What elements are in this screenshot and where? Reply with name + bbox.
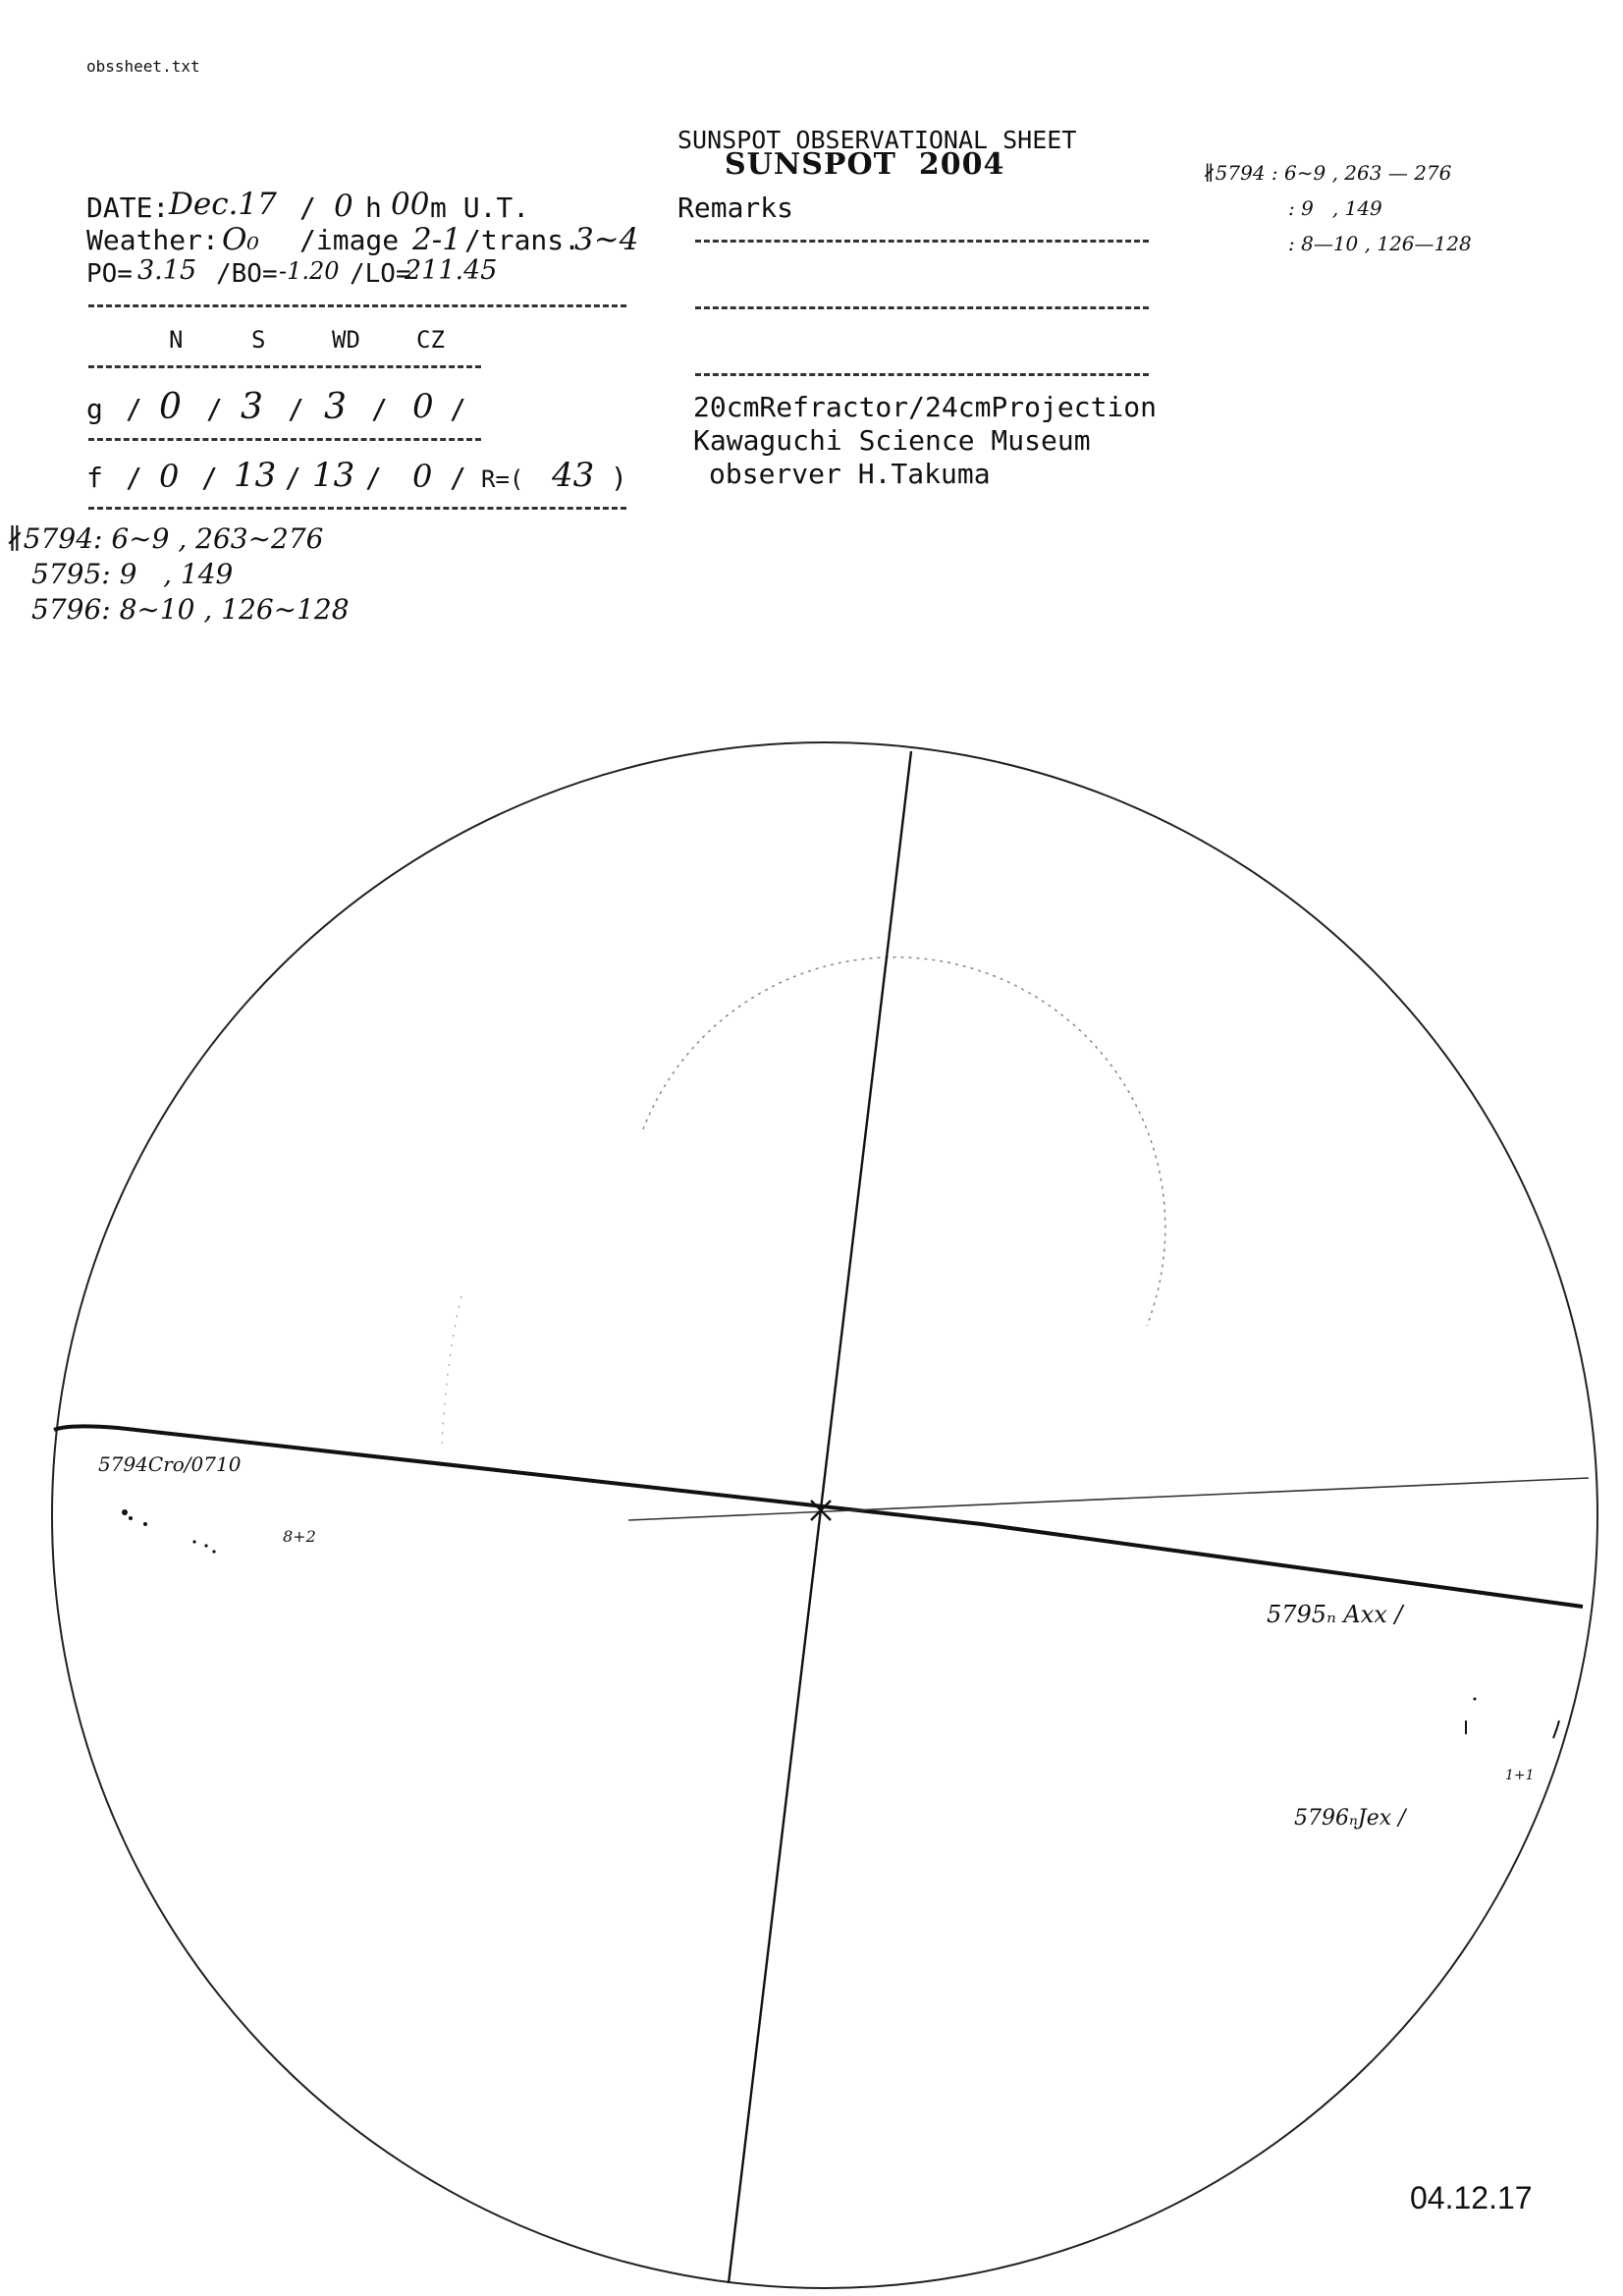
sunspot xyxy=(1553,1721,1559,1738)
time-hour: 0 xyxy=(334,189,353,224)
region-5794-count: 8+2 xyxy=(283,1527,316,1546)
region-5796-label: 5796ₙJex / xyxy=(1294,1806,1406,1831)
r-value: 43 xyxy=(552,456,595,495)
date-label: DATE: xyxy=(86,191,170,224)
region-5794-label: 5794Cro/0710 xyxy=(98,1452,242,1476)
g-wd-value: 3 xyxy=(324,387,347,427)
central-meridian-line xyxy=(729,751,911,2283)
latitude-arc xyxy=(643,957,1165,1326)
separator: / xyxy=(126,393,142,425)
sheet-subtitle: SUNSPOT 2004 xyxy=(725,147,1005,182)
sunspot xyxy=(1474,1698,1477,1701)
equator-line xyxy=(54,1426,1583,1607)
small-spot-count: 1+1 xyxy=(1505,1768,1535,1783)
f-cz-value: 0 xyxy=(412,458,433,495)
date-stamp: 04.12.17 xyxy=(1410,2180,1533,2215)
region-note: ∦5794: 6∼9 , 263∼276 xyxy=(6,522,324,555)
f-s-value: 13 xyxy=(234,456,277,495)
file-name: obssheet.txt xyxy=(86,57,200,76)
right-note: ∦5794 : 6∼9 , 263 — 276 xyxy=(1203,161,1452,185)
sunspot xyxy=(129,1516,133,1520)
bo-label: /BO= xyxy=(216,259,278,289)
row-label-f: f xyxy=(86,462,103,494)
institution-text: Kawaguchi Science Museum xyxy=(693,424,1091,457)
region-note: 5795: 9 , 149 xyxy=(31,558,234,590)
col-n: N xyxy=(169,326,184,354)
g-cz-value: 0 xyxy=(412,387,434,426)
separator: / xyxy=(450,393,466,425)
time-h-label: h xyxy=(365,191,382,224)
region-note: 5796: 8∼10 , 126∼128 xyxy=(31,593,350,626)
image-label: /image xyxy=(299,224,400,256)
separator: / xyxy=(450,462,466,494)
row-label-g: g xyxy=(86,393,103,425)
sunspot xyxy=(212,1550,215,1553)
po-label: PO= xyxy=(86,259,133,289)
separator: / xyxy=(285,462,301,494)
trans-value: 3~4 xyxy=(574,222,639,257)
weather-label: Weather: xyxy=(86,224,219,256)
separator: / xyxy=(371,393,388,425)
f-wd-value: 13 xyxy=(312,456,355,495)
r-label: R=( xyxy=(481,465,524,493)
observer-text: observer H.Takuma xyxy=(709,458,991,490)
separator: / xyxy=(201,462,218,494)
time-minute: 00 xyxy=(391,187,430,222)
bo-value: -1.20 xyxy=(279,257,340,285)
right-note: : 9 , 149 xyxy=(1288,196,1382,220)
g-s-value: 3 xyxy=(241,387,263,427)
separator: / xyxy=(126,462,142,494)
sunspot xyxy=(204,1544,207,1547)
time-separator: / xyxy=(299,191,316,224)
r-close: ) xyxy=(611,462,627,494)
lo-value: 211.45 xyxy=(405,255,498,286)
right-note: : 8—10 , 126—128 xyxy=(1288,232,1472,255)
trans-label: /trans. xyxy=(464,224,581,256)
g-n-value: 0 xyxy=(159,387,182,427)
date-value: Dec.17 xyxy=(169,187,277,222)
image-value: 2-1 xyxy=(412,222,461,257)
remarks-label: Remarks xyxy=(677,191,794,224)
time-m-label: m U.T. xyxy=(430,191,530,224)
sunspot xyxy=(192,1540,195,1543)
region-5795-label: 5795ₙ Axx / xyxy=(1267,1601,1403,1628)
f-n-value: 0 xyxy=(159,458,180,495)
instrument-text: 20cmRefractor/24cmProjection xyxy=(693,391,1158,423)
col-wd: WD xyxy=(332,326,360,354)
lo-label: /LO= xyxy=(350,259,411,289)
sheet-title: SUNSPOT OBSERVATIONAL SHEET xyxy=(677,126,1077,154)
weather-value: O₀ xyxy=(222,222,259,257)
col-cz: CZ xyxy=(416,326,445,354)
col-s: S xyxy=(251,326,266,354)
latitude-arc xyxy=(442,1296,461,1444)
separator: / xyxy=(288,393,304,425)
sunspot xyxy=(143,1522,147,1526)
sunspot xyxy=(122,1509,128,1515)
separator: / xyxy=(206,393,223,425)
separator: / xyxy=(365,462,382,494)
po-value: 3.15 xyxy=(137,255,197,286)
